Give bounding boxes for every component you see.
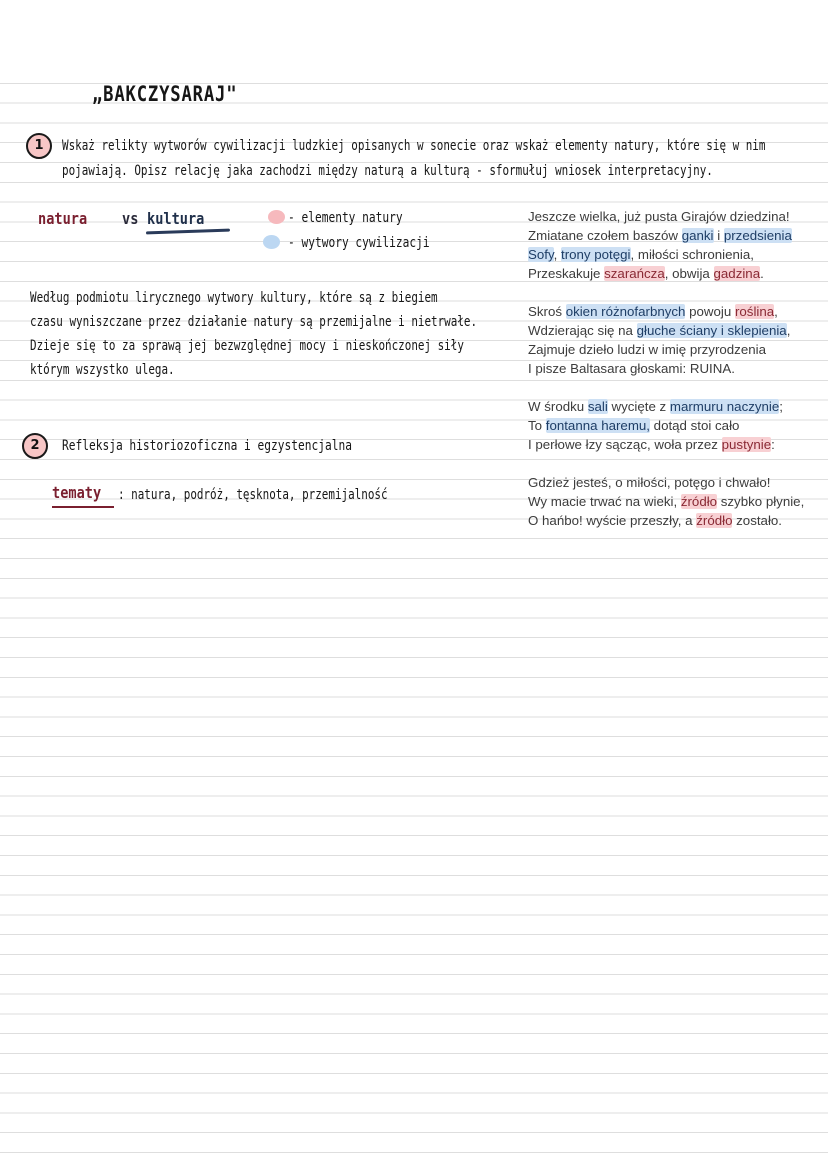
- page-title: „BAKCZYSARAJ": [92, 82, 238, 106]
- highlight-nature: pustynie: [721, 437, 772, 452]
- highlight-nature: źródło: [696, 513, 733, 528]
- highlight-civilization: ganki: [681, 228, 714, 243]
- highlight-nature: źródło: [680, 494, 718, 509]
- highlight-civilization: sali: [587, 399, 608, 414]
- poem-line: Gdzież jesteś, o miłości, potęgo i chwało!: [528, 475, 771, 490]
- tematy-label: tematy: [52, 483, 102, 502]
- poem-line: I pisze Baltasara głoskami: RUINA.: [528, 361, 735, 376]
- poem-line: O hańbo! wyście przeszły, a źródło zostało.: [528, 513, 782, 528]
- legend-nature-swatch: [268, 210, 285, 224]
- answer-line-2: czasu wyniszczane przez działanie natury są przemijalne i nietrwałe.: [30, 314, 478, 330]
- highlight-civilization: przedsienia: [723, 228, 792, 243]
- legend-nature-label: - elementy natury: [288, 210, 403, 226]
- highlight-nature: gadzina: [713, 266, 761, 281]
- answer-line-3: Dzieje się to za sprawą jej bezwzględnej mocy i nieskończonej siły: [30, 338, 464, 354]
- kultura-underline: [146, 229, 230, 235]
- tematy-list: : natura, podróż, tęsknota, przemijalność: [118, 487, 388, 503]
- page-top-margin: [0, 0, 828, 64]
- highlight-nature: szarańcza: [604, 266, 665, 281]
- poem-line: Wy macie trwać na wieki, źródło szybko płynie,: [528, 494, 805, 509]
- tematy-underline: [52, 506, 114, 508]
- highlight-civilization: marmuru naczynie: [669, 399, 780, 414]
- legend-civilization-label: - wytwory cywilizacji: [288, 235, 430, 251]
- poem-line: W środku sali wycięte z marmuru naczynie;: [528, 399, 783, 414]
- task-1-line-1: Wskaż relikty wytworów cywilizacji ludzkiej opisanych w sonecie oraz wskaż elementy natury, które się w nim: [62, 138, 766, 154]
- highlight-civilization: fontanna haremu,: [545, 418, 650, 433]
- highlight-nature: roślina: [734, 304, 775, 319]
- task-1-line-2: pojawiają. Opisz relację jaka zachodzi między naturą a kulturą - sformułuj wniosek interpretacyjny.: [62, 163, 713, 179]
- highlight-civilization: głuche ściany i sklepienia: [636, 323, 787, 338]
- poem-line: Zajmuje dzieło ludzi w imię przyrodzenia: [528, 342, 766, 357]
- answer-line-1: Według podmiotu lirycznego wytwory kultury, które są z biegiem: [30, 290, 438, 306]
- task-2-number-badge: 2: [22, 433, 48, 459]
- task-1-number-badge: 1: [26, 133, 52, 159]
- poem-line: Zmiatane czołem baszów ganki i przedsienia: [528, 228, 792, 243]
- task-2-heading: Refleksja historiozoficzna i egzystencjalna: [62, 438, 352, 454]
- heading-kultura: kultura: [147, 209, 205, 228]
- poem-line: To fontanna haremu, dotąd stoi cało: [528, 418, 740, 433]
- highlight-civilization: okien różnofarbnych: [565, 304, 686, 319]
- heading-vs: vs: [122, 209, 139, 228]
- poem-line: Wdzierając się na głuche ściany i sklepienia,: [528, 323, 791, 338]
- poem-line: Sofy, trony potęgi, miłości schronienia,: [528, 247, 754, 262]
- highlight-civilization: Sofy: [528, 247, 554, 262]
- legend-civilization-swatch: [263, 235, 280, 249]
- poem-line: I perłowe łzy sącząc, woła przez pustynie:: [528, 437, 775, 452]
- answer-line-4: którym wszystko ulega.: [30, 362, 175, 378]
- poem-line: Przeskakuje szarańcza, obwija gadzina.: [528, 266, 764, 281]
- heading-natura: natura: [38, 209, 88, 228]
- highlight-civilization: trony potęgi: [561, 247, 631, 262]
- poem-line: Skroś okien różnofarbnych powoju roślina,: [528, 304, 778, 319]
- poem-line: Jeszcze wielka, już pusta Girajów dziedzina!: [528, 209, 790, 224]
